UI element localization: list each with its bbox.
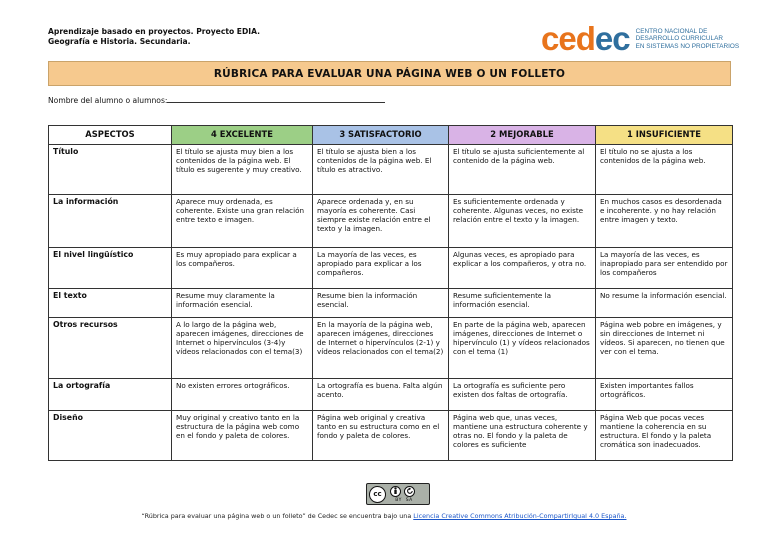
level-2-cell: La ortografía es suficiente pero existen dos faltas de ortografía.: [449, 379, 596, 411]
level-1-cell: El título no se ajusta a los contenidos de la página web.: [596, 145, 733, 195]
logo-subtitle-line1: CENTRO NACIONAL DE: [635, 27, 708, 35]
table-row: [49, 411, 733, 461]
level-1-cell: Página web pobre en imágenes, y sin direcciones de Internet ni vídeos. Si aparecen, no tienen que ver con el tema.: [596, 318, 733, 379]
level-2-cell: Página web que, unas veces, mantiene una estructura coherente y otras no. El fondo y la paleta de colores es suficiente: [449, 411, 596, 461]
table-row: [49, 289, 733, 318]
level-2-cell: En parte de la página web, aparecen imágenes, direcciones de Internet o hipervínculo (1) y vídeos relacionados con el tema (1): [449, 318, 596, 379]
logo-subtitle-line3: EN SISTEMAS NO PROPIETARIOS: [635, 42, 740, 50]
aspect-cell: El nivel lingüístico: [49, 248, 172, 289]
level-2-cell: Algunas veces, es apropiado para explicar a los compañeros, y otra no.: [449, 248, 596, 289]
logo-wordmark: [541, 22, 630, 56]
table-row: [49, 318, 733, 379]
student-name-blank: [167, 95, 385, 103]
table-row: [49, 248, 733, 289]
aspect-cell: Otros recursos: [49, 318, 172, 379]
level-4-cell: A lo largo de la página web, aparecen imágenes, direcciones de Internet o hipervínculos (3-4)y vídeos relacionados con el tema(3): [172, 318, 313, 379]
aspect-cell: La información: [49, 195, 172, 248]
aspect-cell: Diseño: [49, 411, 172, 461]
license-link[interactable]: Licencia Creative Commons Atribución-CompartirIgual 4.0 España.: [413, 512, 627, 520]
level-3-cell: La mayoría de las veces, es apropiado para explicar a los compañeros.: [313, 248, 449, 289]
header-aspects: ASPECTOS: [49, 126, 172, 145]
logo-wordmark-part2: ec: [594, 20, 630, 57]
header-level-4: 4 EXCELENTE: [172, 126, 313, 145]
rubric-header-row: [49, 126, 733, 145]
license-footer: [0, 512, 768, 520]
logo-wordmark-part1: ced: [541, 20, 595, 57]
student-name-label: Nombre del alumno o alumnos:: [48, 96, 168, 105]
attribution-icon: [390, 486, 401, 497]
rubric-table: [48, 125, 733, 461]
level-2-cell: Es suficientemente ordenada y coherente. Algunas veces, no existe relación entre el texto y la imagen.: [449, 195, 596, 248]
footer-text: “Rúbrica para evaluar una página web o un folleto” de Cedec se encuentra bajo una: [141, 512, 414, 520]
level-4-cell: Resume muy claramente la información esencial.: [172, 289, 313, 318]
level-3-cell: Aparece ordenada y, en su mayoría es coherente. Casi siempre existe relación entre el texto y la imagen.: [313, 195, 449, 248]
header-level-2: 2 MEJORABLE: [449, 126, 596, 145]
sa-label: SA: [405, 497, 413, 503]
level-3-cell: El título se ajusta bien a los contenidos de la página web. El título es atractivo.: [313, 145, 449, 195]
level-3-cell: En la mayoría de la página web, aparecen imágenes, direcciones de Internet o hipervínculos (2-1) y vídeos relacionados con el tema(2): [313, 318, 449, 379]
level-2-cell: El título se ajusta suficientemente al contenido de la página web.: [449, 145, 596, 195]
logo-subtitle: [636, 28, 740, 51]
cc-icon: cc: [369, 486, 386, 503]
cc-license-badge[interactable]: [366, 483, 430, 505]
level-2-cell: Resume suficientemente la información esencial.: [449, 289, 596, 318]
level-3-cell: Resume bien la información esencial.: [313, 289, 449, 318]
level-4-cell: Muy original y creativo tanto en la estructura de la página web como en el fondo y paleta de colores.: [172, 411, 313, 461]
by-label: BY: [395, 497, 402, 503]
table-row: [49, 379, 733, 411]
aspect-cell: El texto: [49, 289, 172, 318]
level-4-cell: Es muy apropiado para explicar a los compañeros.: [172, 248, 313, 289]
header-line-1: Aprendizaje basado en proyectos. Proyecto EDIA.: [48, 27, 261, 36]
table-row: [49, 145, 733, 195]
cedec-logo: [541, 22, 739, 56]
level-1-cell: Existen importantes fallos ortográficos.: [596, 379, 733, 411]
level-1-cell: No resume la información esencial.: [596, 289, 733, 318]
logo-subtitle-line2: DESARROLLO CURRICULAR: [635, 35, 723, 43]
page-title: RÚBRICA PARA EVALUAR UNA PÁGINA WEB O UN FOLLETO: [48, 61, 731, 86]
aspect-cell: La ortografía: [49, 379, 172, 411]
level-1-cell: La mayoría de las veces, es inapropiado para ser entendido por los compañeros: [596, 248, 733, 289]
level-4-cell: No existen errores ortográficos.: [172, 379, 313, 411]
level-1-cell: En muchos casos es desordenada e incoherente. y no hay relación entre imagen y texto.: [596, 195, 733, 248]
level-1-cell: Página Web que pocas veces mantiene la coherencia en su estructura. El fondo y la paleta cromática son inadecuados.: [596, 411, 733, 461]
license-terms-label: [395, 498, 413, 503]
level-3-cell: Página web original y creativa tanto en su estructura como en el fondo y paleta de colores.: [313, 411, 449, 461]
level-3-cell: La ortografía es buena. Falta algún acento.: [313, 379, 449, 411]
level-4-cell: El título se ajusta muy bien a los contenidos de la página web. El título es sugerente y muy creativo.: [172, 145, 313, 195]
header-line-2: Geografía e Historia. Secundaria.: [48, 37, 191, 46]
header-level-1: 1 INSUFICIENTE: [596, 126, 733, 145]
aspect-cell: Título: [49, 145, 172, 195]
header-level-3: 3 SATISFACTORIO: [313, 126, 449, 145]
license-icon-row: [390, 486, 418, 497]
document-header: [48, 27, 260, 47]
table-row: [49, 195, 733, 248]
share-alike-icon: [404, 486, 415, 497]
student-name-row: [48, 95, 385, 105]
level-4-cell: Aparece muy ordenada, es coherente. Existe una gran relación entre texto e imagen.: [172, 195, 313, 248]
license-terms: [390, 486, 418, 503]
